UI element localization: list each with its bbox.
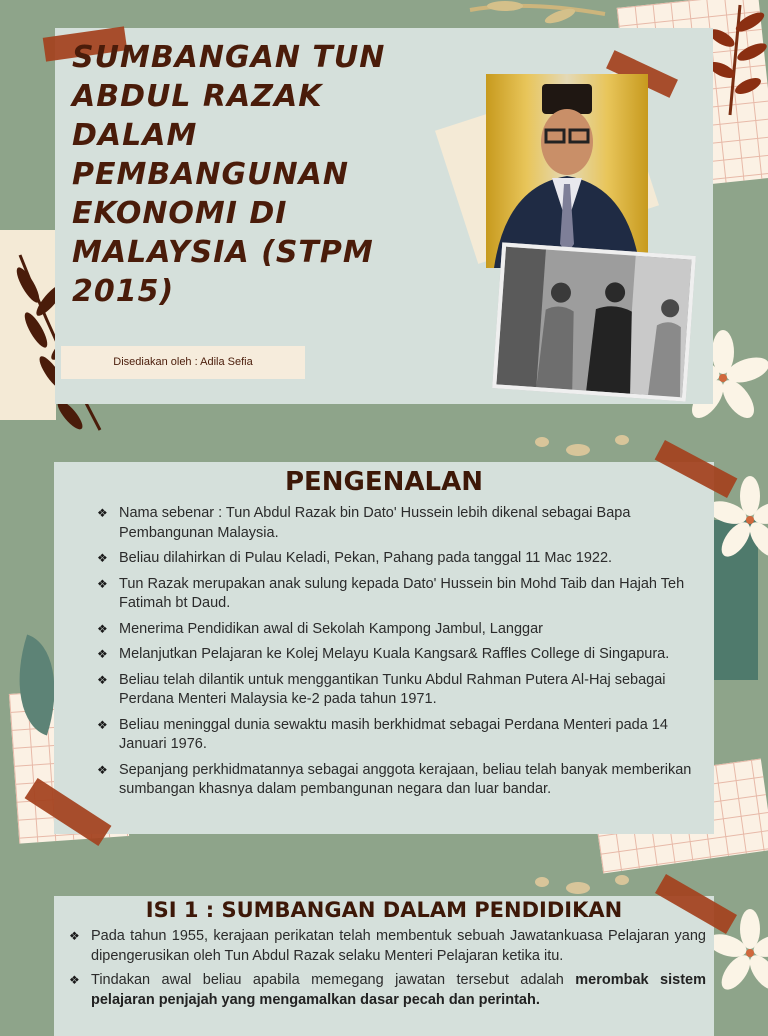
diamond-bullet-icon: ❖: [69, 973, 80, 987]
list-item: ❖ Beliau meninggal dunia sewaktu masih berkhidmat sebagai Perdana Menteri pada 14 Januari 1976.: [97, 716, 668, 752]
list-item: ❖ Beliau telah dilantik untuk menggantikan Tunku Abdul Rahman Putera Al-Haj sebagai Perdana Menteri Malaysia ke-2 pada tahun 1971.: [97, 671, 666, 707]
portrait-photo: [486, 74, 648, 268]
list-item: ❖ Menerima Pendidikan awal di Sekolah Kampong Jambul, Langgar: [119, 620, 699, 640]
diamond-bullet-icon: ❖: [97, 672, 108, 687]
isi1-section: [54, 896, 714, 1015]
diamond-bullet-icon: ❖: [69, 929, 80, 943]
page-title: SUMBANGAN TUN ABDUL RAZAK DALAM PEMBANGUNAN EKONOMI DI MALAYSIA (STPM 2015): [72, 40, 386, 309]
prepared-by-label: Disediakan oleh : Adila Sefia: [61, 346, 305, 379]
list-item: ❖ Pada tahun 1955, kerajaan perikatan telah membentuk sebuah Jawatankuasa Pelajaran yang dipengerusikan oleh Tun Abdul Razak selaku Menteri Pelajaran ketika itu.: [69, 928, 706, 964]
historical-photo: [492, 242, 696, 401]
diamond-bullet-icon: ❖: [97, 551, 108, 565]
list-item: ❖ Sepanjang perkhidmatannya sebagai anggota kerajaan, beliau telah banyak memberikan sumbangan khasnya dalam pembangunan negara dan luar bandar.: [97, 761, 692, 797]
list-item: ❖ Beliau dilahirkan di Pulau Keladi, Pekan, Pahang pada tanggal 11 Mac 1922.: [119, 549, 699, 569]
diamond-bullet-icon: ❖: [97, 762, 108, 777]
intro-section: [54, 462, 714, 806]
diamond-bullet-icon: ❖: [97, 717, 108, 732]
diamond-bullet-icon: ❖: [97, 647, 108, 661]
list-item: ❖ Nama sebenar : Tun Abdul Razak bin Dato' Hussein lebih dikenal sebagai Bapa Pembangunan Malaysia.: [97, 505, 631, 541]
intro-heading: PENGENALAN: [284, 467, 483, 497]
intro-list: [97, 504, 699, 800]
diamond-bullet-icon: ❖: [97, 621, 108, 636]
diamond-bullet-icon: ❖: [97, 576, 108, 591]
list-item: ❖ Tindakan awal beliau apabila memegang jawatan tersebut adalah merombak sistem pelajaran penjajah yang mengamalkan dasar pecah dan perintah.: [69, 972, 706, 1008]
isi1-heading: ISI 1 : SUMBANGAN DALAM PENDIDIKAN: [145, 898, 623, 922]
isi1-list: [69, 927, 706, 1010]
diamond-bullet-icon: ❖: [97, 506, 108, 520]
list-item: ❖ Melanjutkan Pelajaran ke Kolej Melayu Kuala Kangsar& Raffles College di Singapura.: [119, 645, 699, 665]
list-item: ❖ Tun Razak merupakan anak sulung kepada Dato' Hussein bin Mohd Taib dan Hajah Teh Fatimah bt Daud.: [97, 575, 685, 611]
